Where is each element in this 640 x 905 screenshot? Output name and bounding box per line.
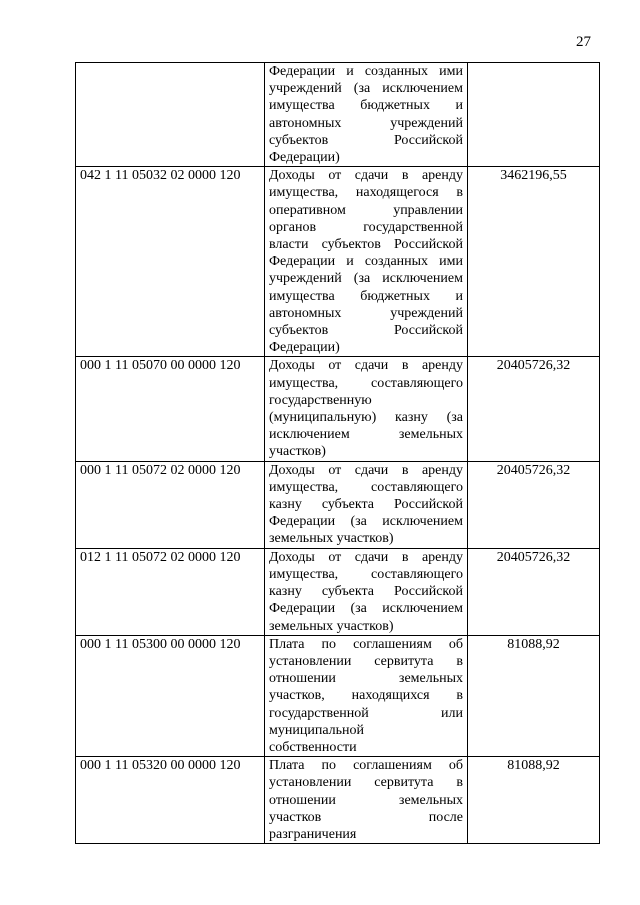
budget-code-cell: 000 1 11 05300 00 0000 120 (76, 635, 265, 756)
description-line: исключением земельных (269, 427, 463, 443)
amount-cell: 20405726,32 (468, 461, 600, 548)
amount-cell: 81088,92 (468, 635, 600, 756)
description-cell (265, 548, 468, 635)
description-line: отношении земельных (269, 792, 463, 808)
description-line: государственную (269, 392, 372, 408)
description-line: Федерации (за исключением (269, 514, 463, 530)
description-cell (265, 63, 468, 167)
description-line: имущества, составляющего (269, 479, 463, 495)
amount-cell: 3462196,55 (468, 167, 600, 357)
description-line: муниципальной (269, 722, 365, 738)
description-line: Плата по соглашениям об (269, 636, 463, 652)
description-line: разграничения (269, 826, 357, 842)
description-line: автономных учреждений (269, 115, 463, 131)
description-line: собственности (269, 739, 357, 755)
description-cell (265, 357, 468, 461)
description-line: участков, находящихся в (269, 688, 463, 704)
description-line: участков после (269, 809, 463, 825)
budget-code-cell: 000 1 11 05320 00 0000 120 (76, 757, 265, 844)
description-line: (муниципальную) казну (за (269, 410, 463, 426)
description-line: имущества бюджетных и (269, 288, 463, 304)
description-line: субъектов Российской (269, 132, 463, 148)
description-line: отношении земельных (269, 671, 463, 687)
description-line: имущества, составляющего (269, 566, 463, 582)
description-line: оперативном управлении (269, 202, 463, 218)
budget-revenue-table (75, 62, 600, 844)
description-line: казну субъекта Российской (269, 497, 463, 513)
budget-code-cell: 042 1 11 05032 02 0000 120 (76, 167, 265, 357)
description-line: органов государственной (269, 219, 463, 235)
budget-code-cell (76, 63, 265, 167)
description-cell (265, 635, 468, 756)
table-row (76, 63, 600, 167)
description-line: Федерации и созданных ими (269, 254, 463, 270)
description-line: Федерации) (269, 340, 340, 356)
description-line: власти субъектов Российской (269, 237, 463, 253)
table-row (76, 635, 600, 756)
description-line: участков) (269, 444, 326, 460)
description-cell (265, 167, 468, 357)
description-line: установлении сервитута в (269, 653, 463, 669)
table-row (76, 757, 600, 844)
description-line: Доходы от сдачи в аренду (269, 358, 463, 374)
description-cell (265, 757, 468, 844)
description-line: учреждений (за исключением (269, 271, 463, 287)
description-line: Доходы от сдачи в аренду (269, 549, 463, 565)
description-line: Федерации и созданных ими (269, 64, 463, 79)
description-line: Федерации) (269, 150, 340, 166)
table-row (76, 357, 600, 461)
description-line: государственной или (269, 705, 463, 721)
page-number: 27 (576, 34, 591, 50)
table-row (76, 167, 600, 357)
description-line: казну субъекта Российской (269, 584, 463, 600)
description-line: Плата по соглашениям об (269, 758, 463, 774)
description-line: имущества бюджетных и (269, 98, 463, 114)
description-line: субъектов Российской (269, 323, 463, 339)
budget-code-cell: 000 1 11 05070 00 0000 120 (76, 357, 265, 461)
description-line: Федерации (за исключением (269, 601, 463, 617)
budget-code-cell: 000 1 11 05072 02 0000 120 (76, 461, 265, 548)
description-line: установлении сервитута в (269, 775, 463, 791)
amount-cell (468, 63, 600, 167)
description-line: Доходы от сдачи в аренду (269, 168, 463, 184)
description-cell (265, 461, 468, 548)
amount-cell: 20405726,32 (468, 357, 600, 461)
amount-cell: 20405726,32 (468, 548, 600, 635)
table-row (76, 548, 600, 635)
budget-code-cell: 012 1 11 05072 02 0000 120 (76, 548, 265, 635)
table-row (76, 461, 600, 548)
description-line: автономных учреждений (269, 305, 463, 321)
description-line: земельных участков) (269, 618, 394, 634)
description-line: учреждений (за исключением (269, 81, 463, 97)
amount-cell: 81088,92 (468, 757, 600, 844)
description-line: имущества, находящегося в (269, 185, 463, 201)
description-line: имущества, составляющего (269, 375, 463, 391)
description-line: Доходы от сдачи в аренду (269, 462, 463, 478)
description-line: земельных участков) (269, 531, 394, 547)
